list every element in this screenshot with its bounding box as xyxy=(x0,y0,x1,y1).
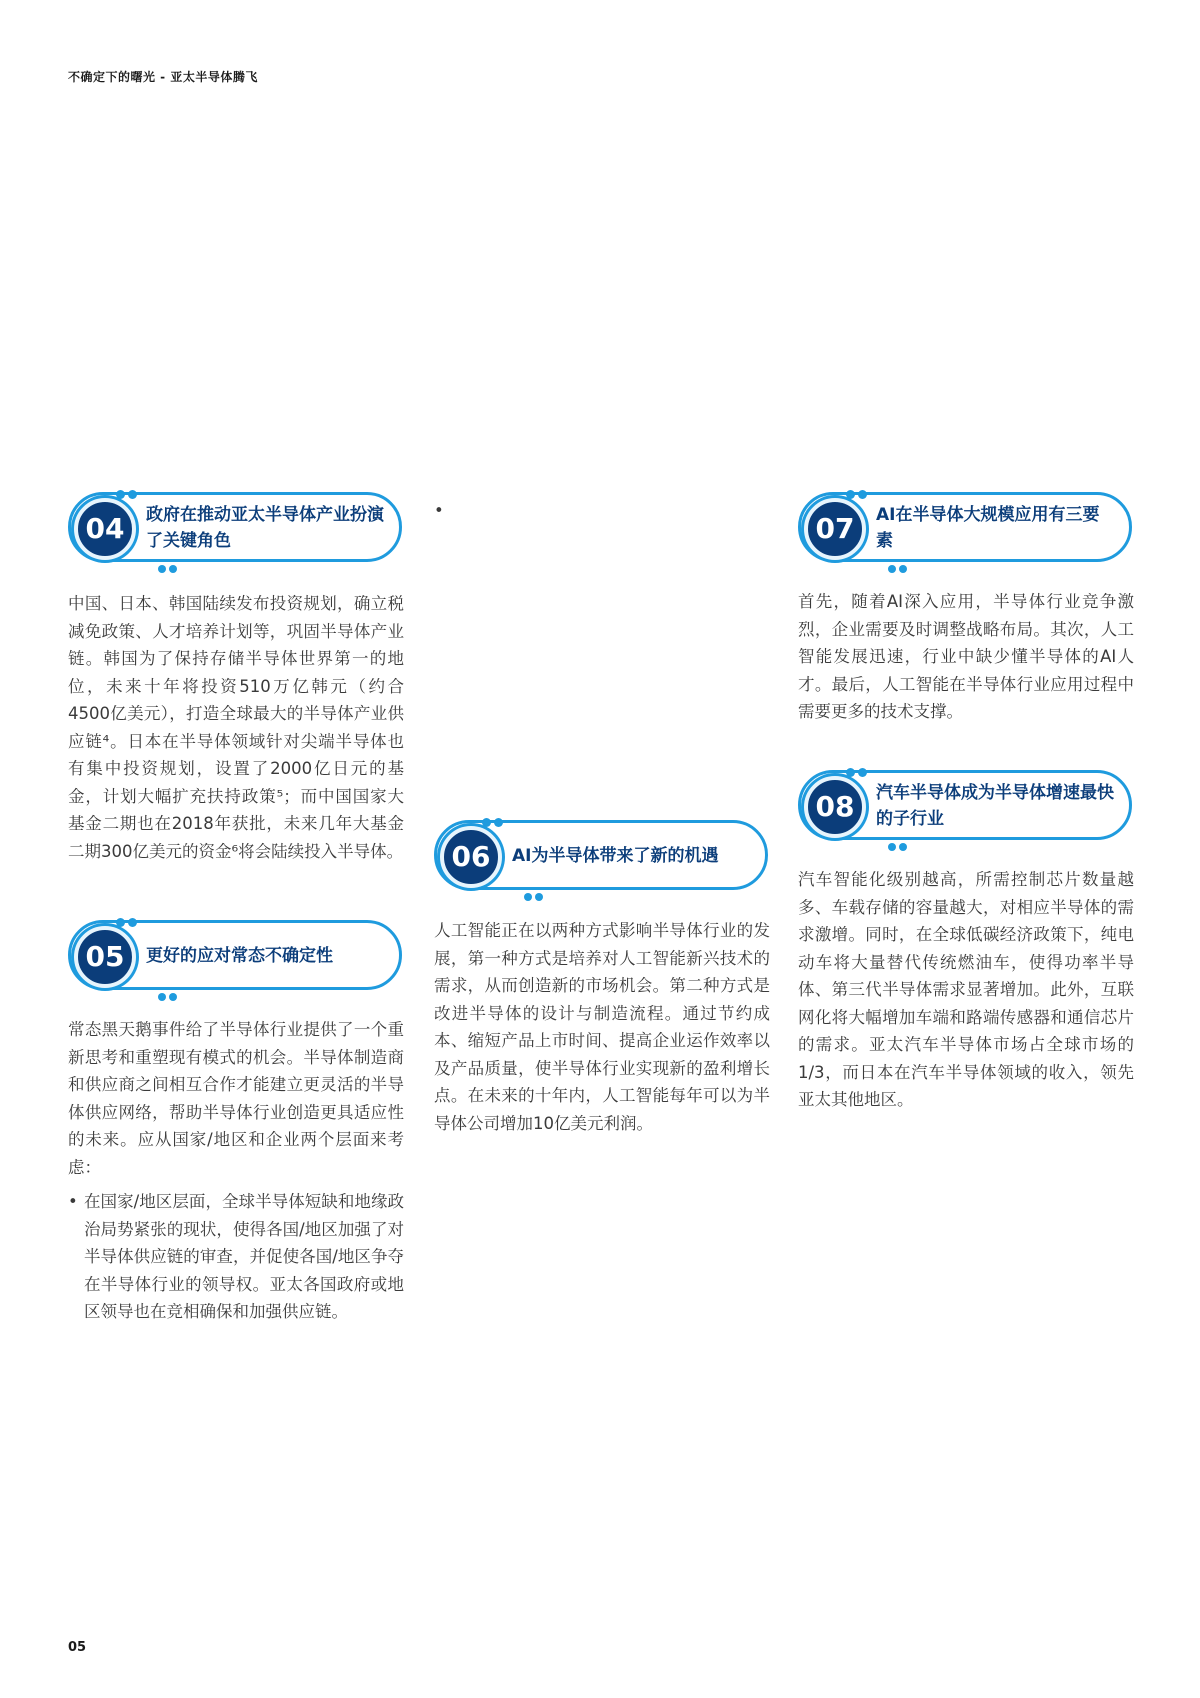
section-title: AI在半导体大规模应用有三要素 xyxy=(876,505,1100,551)
section-header-04 xyxy=(68,490,404,566)
section-08-body: 汽车智能化级别越高，所需控制芯片数量越多、车载存储的容量越大，对相应半导体的需求激增。同时，在全球低碳经济政策下，纯电动车将大量替代传统燃油车，使得功率半导体、第三代半导体需求显著增加。此外，互联网化将大幅增加车端和路端传感器和通信芯片的需求。亚太汽车半导体市场占全球市场的1/3，而日本在汽车半导体领域的收入，领先亚太其他地区。 xyxy=(798,870,1134,1109)
section-title: 汽车半导体成为半导体增速最快的子行业 xyxy=(876,783,1114,829)
decor-dots xyxy=(116,484,140,503)
section-05-bullet: • 在国家/地区层面，全球半导体短缺和地缘政治局势紧张的现状，使得各国/地区加强了对半导体供应链的审查，并促使各国/地区争夺在半导体行业的领导权。亚太各国政府或地区领导也在竞相确保和加强供应链。 xyxy=(68,1188,404,1326)
section-header-08 xyxy=(798,768,1134,844)
decor-dots xyxy=(888,558,910,577)
section-header-07 xyxy=(798,490,1134,566)
section-number: 08 xyxy=(804,776,866,838)
running-header: 不确定下的曙光 - 亚太半导体腾飞 xyxy=(68,70,258,84)
decor-dots xyxy=(158,558,180,577)
page-number: 05 xyxy=(68,1640,87,1655)
decor-dots xyxy=(482,812,506,831)
section-header-05 xyxy=(68,918,404,994)
section-number: 04 xyxy=(74,498,136,560)
section-06-body: 人工智能正在以两种方式影响半导体行业的发展，第一种方式是培养对人工智能新兴技术的需求，从而创造新的市场机会。第二种方式是改进半导体的设计与制造流程。通过节约成本、缩短产品上市时间、提高企业运作效率以及产品质量，使半导体行业实现新的盈利增长点。在未来的十年内，人工智能每年可以为半导体公司增加10亿美元利润。 xyxy=(434,921,770,1133)
decor-dots xyxy=(846,762,870,781)
section-05-body: 常态黑天鹅事件给了半导体行业提供了一个重新思考和重塑现有模式的机会。半导体制造商和供应商之间相互合作才能建立更灵活的半导体供应网络，帮助半导体行业创造更具适应性的未来。应从国家/地区和企业两个层面来考虑： xyxy=(68,1020,404,1177)
section-07-body: 首先，随着AI深入应用，半导体行业竞争激烈，企业需要及时调整战略布局。其次，人工智能发展迅速，行业中缺少懂半导体的AI人才。最后，人工智能在半导体行业应用过程中需要更多的技术支撑。 xyxy=(798,592,1134,721)
section-04-body: 中国、日本、韩国陆续发布投资规划，确立税减免政策、人才培养计划等，巩固半导体产业链。韩国为了保持存储半导体世界第一的地位，未来十年将投资510万亿韩元（约合4500亿美元），打造全球最大的半导体产业供应链⁴。日本在半导体领域针对尖端半导体也有集中投资规划，设置了2000亿日元的基金，计划大幅扩充扶持政策⁵；而中国国家大基金二期也在2018年获批，未来几年大基金二期300亿美元的资金⁶将会陆续投入半导体。 xyxy=(68,594,404,861)
section-header-06 xyxy=(434,818,770,894)
decor-dots xyxy=(524,886,546,905)
section-number: 06 xyxy=(440,826,502,888)
decor-dots xyxy=(846,484,870,503)
decor-dots xyxy=(158,986,180,1005)
decor-dots xyxy=(116,912,140,931)
section-number: 05 xyxy=(74,926,136,988)
section-title: 更好的应对常态不确定性 xyxy=(146,946,333,966)
section-title: 政府在推动亚太半导体产业扮演了关键角色 xyxy=(146,505,384,551)
decor-dots xyxy=(888,836,910,855)
section-title: AI为半导体带来了新的机遇 xyxy=(512,846,719,866)
section-number: 07 xyxy=(804,498,866,560)
